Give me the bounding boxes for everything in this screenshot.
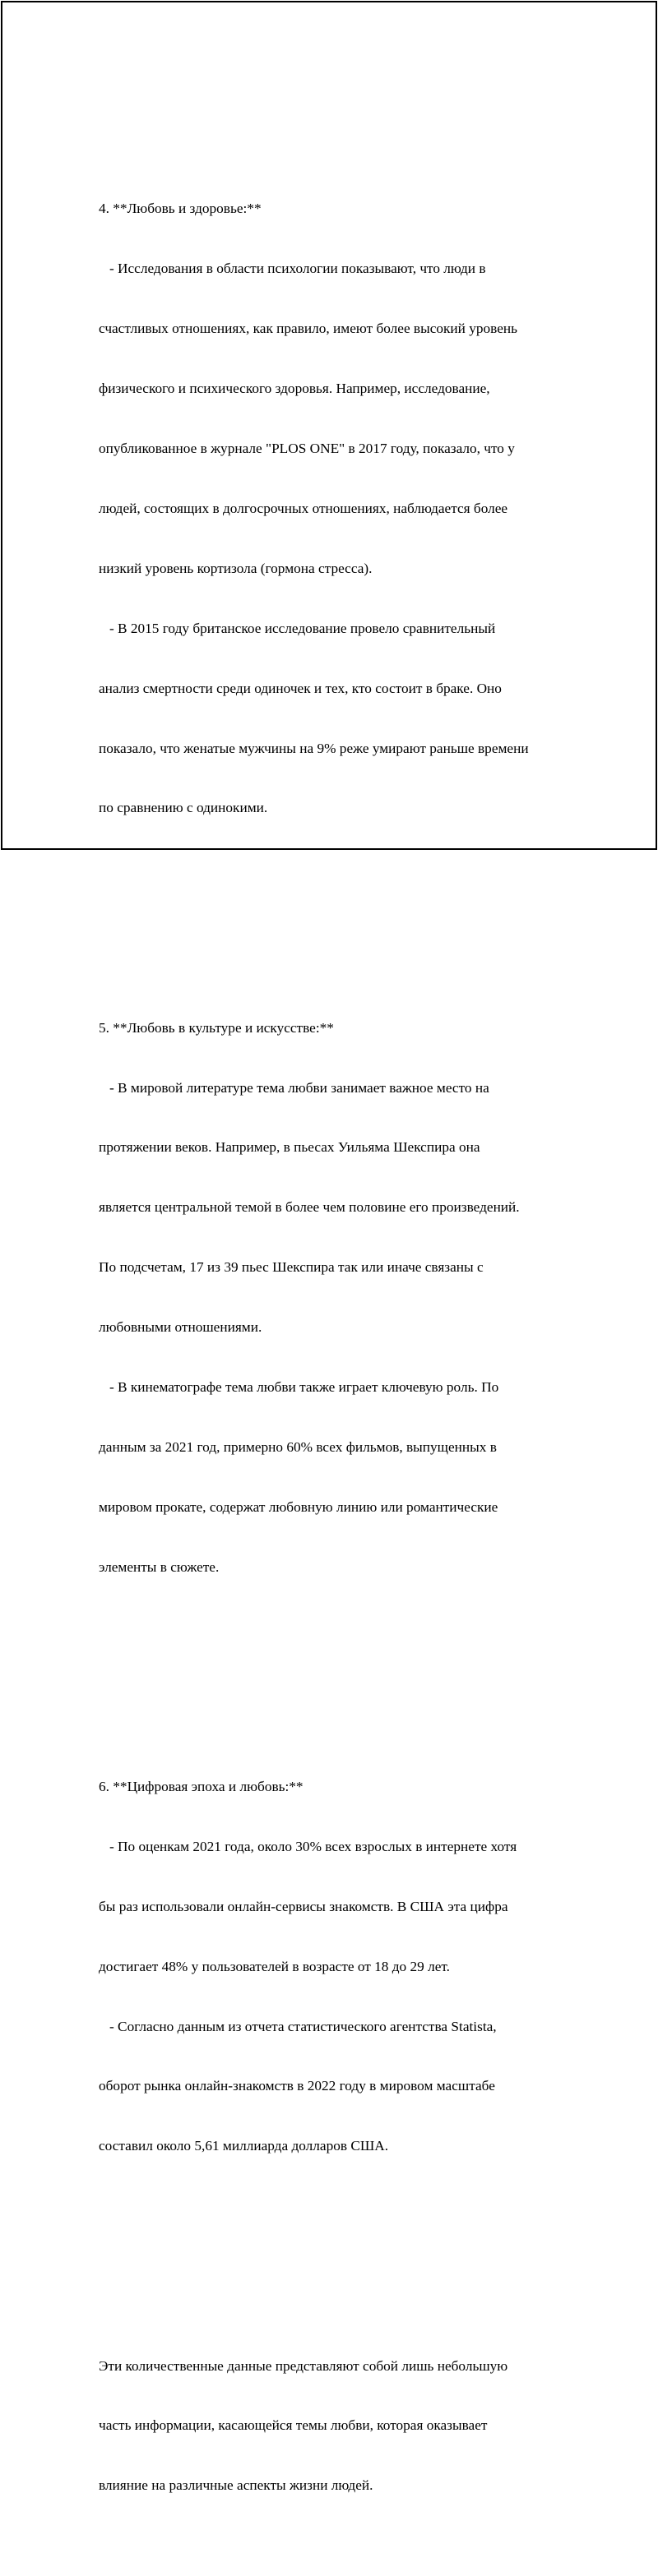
- text-line: - В кинематографе тема любви также играет ключевую роль. По: [99, 1379, 499, 1395]
- text-line: По подсчетам, 17 из 39 пьес Шекспира так или иначе связаны с: [99, 1259, 484, 1276]
- text-line: физического и психического здоровья. Например, исследование,: [99, 381, 490, 397]
- text-line: оборот рынка онлайн-знакомств в 2022 году в мировом масштабе: [99, 2078, 495, 2094]
- document-body: [99, 99, 576, 2576]
- text-line: - По оценкам 2021 года, около 30% всех взрослых в интернете хотя: [99, 1838, 517, 1854]
- text-line: людей, состоящих в долгосрочных отношениях, наблюдается более: [99, 500, 508, 516]
- text-line: бы раз использовали онлайн-сервисы знакомств. В США эта цифра: [99, 1898, 508, 1914]
- text-line: анализ смертности среди одиночек и тех, кто состоит в браке. Оно: [99, 680, 502, 696]
- text-line: Эти количественные данные представляют собой лишь небольшую: [99, 2357, 508, 2374]
- text-line: элементы в сюжете.: [99, 1558, 220, 1575]
- text-line: часть информации, касающейся темы любви, которая оказывает: [99, 2417, 488, 2434]
- paragraph-gap: [99, 1657, 576, 1677]
- text-line: - Согласно данным из отчета статистического агентства Statista,: [99, 2018, 497, 2034]
- text-line: мировом прокате, содержат любовную линию или романтические: [99, 1498, 498, 1515]
- text-line: опубликованное в журнале "PLOS ONE" в 2017 году, показало, что у: [99, 441, 515, 457]
- text-line: показало, что женатые мужчины на 9% реже умирают раньше времени: [99, 740, 529, 756]
- text-line: счастливых отношениях, как правило, имеют более высокий уровень: [99, 321, 518, 337]
- section-heading: 6. **Цифровая эпоха и любовь:**: [99, 1778, 304, 1794]
- text-line: достигает 48% у пользователей в возрасте от 18 до 29 лет.: [99, 1958, 450, 1974]
- text-line: составил около 5,61 миллиарда долларов США.: [99, 2138, 389, 2154]
- text-line: влияние на различные аспекты жизни людей.: [99, 2477, 373, 2494]
- text-line: - Исследования в области психологии показывают, что люди в: [99, 261, 486, 277]
- text-line: - В 2015 году британское исследование провело сравнительный: [99, 620, 496, 636]
- section-love-in-culture: [99, 978, 576, 1618]
- paragraph-gap: [99, 2237, 576, 2256]
- section-heading: 5. **Любовь в культуре и искусстве:**: [99, 1019, 334, 1036]
- text-line: является центральной темой в более чем половине его произведений.: [99, 1199, 520, 1216]
- text-line: протяжении веков. Например, в пьесах Уильяма Шекспира она: [99, 1139, 480, 1156]
- conclusion-paragraph: [99, 2316, 576, 2536]
- text-line: по сравнению с одинокими.: [99, 800, 268, 816]
- section-love-and-health: [99, 159, 576, 858]
- section-heading: 4. **Любовь и здоровье:**: [99, 201, 262, 217]
- section-digital-era: [99, 1737, 576, 2196]
- text-line: низкий уровень кортизола (гормона стресса).: [99, 560, 373, 576]
- paragraph-gap: [99, 898, 576, 918]
- text-line: данным за 2021 год, примерно 60% всех фильмов, выпущенных в: [99, 1438, 497, 1455]
- page-frame: [1, 1, 657, 2494]
- text-line: - В мировой литературе тема любви занимает важное место на: [99, 1079, 489, 1096]
- text-line: любовными отношениями.: [99, 1319, 262, 1336]
